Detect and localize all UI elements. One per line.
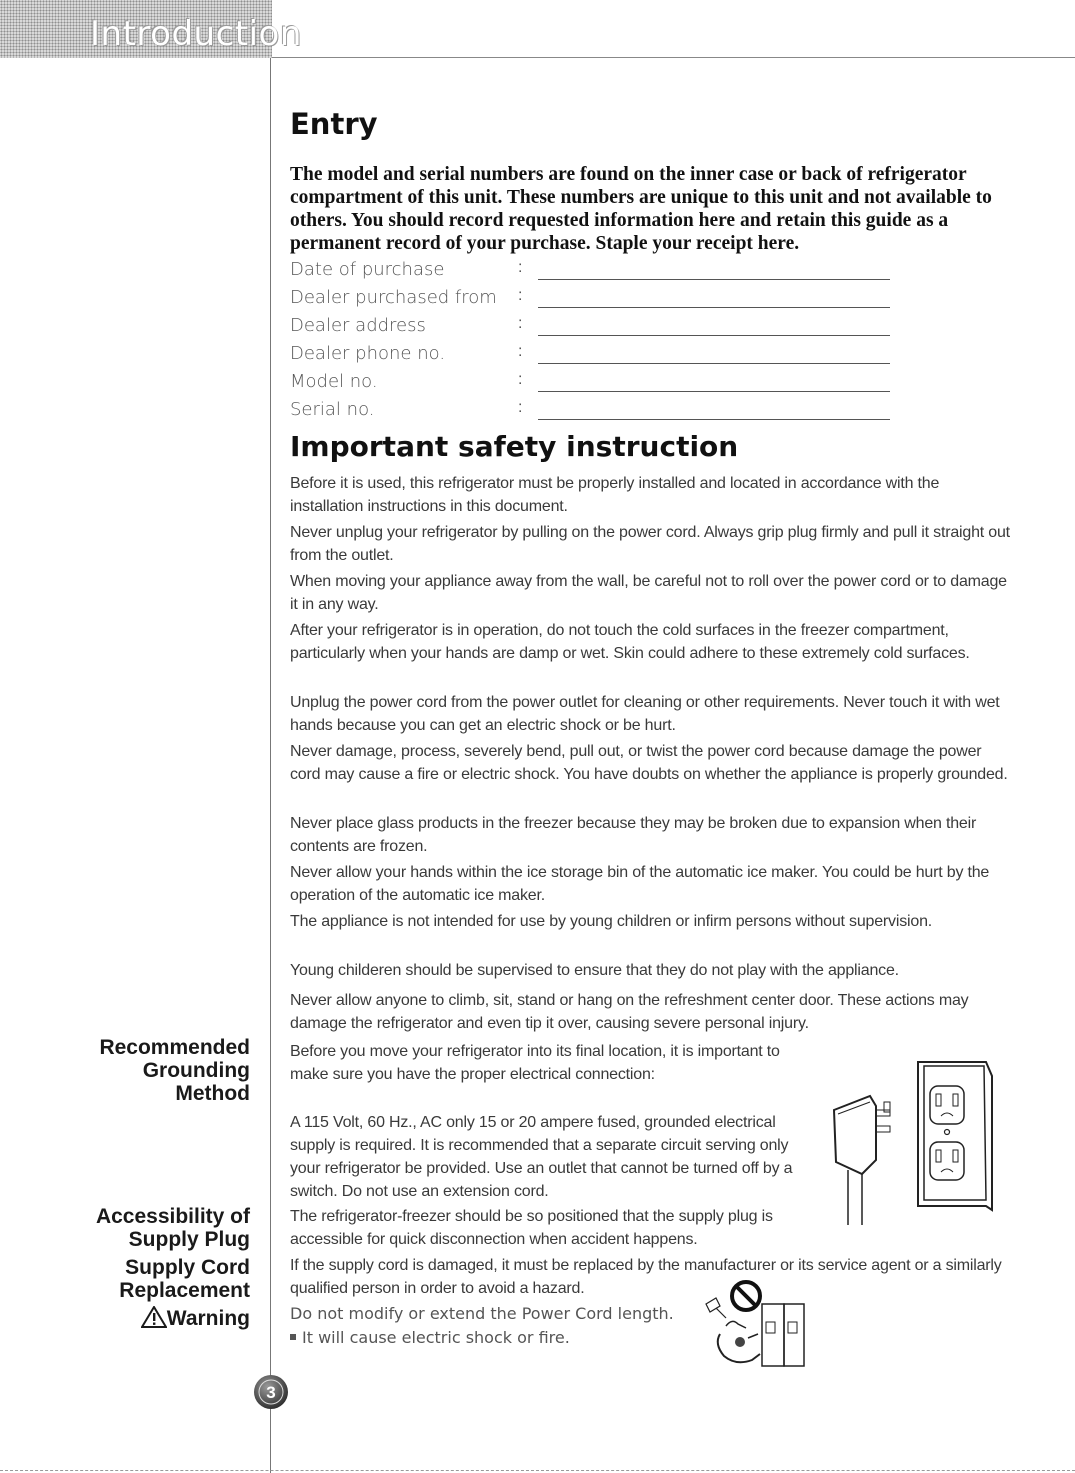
form-blank-line	[538, 391, 890, 392]
safety-paragraph: Never allow anyone to climb, sit, stand or hang on the refreshment center door. These actions may damage the refrigerator and even tip it over, causing severe personal injury.	[290, 992, 969, 1032]
header-rule	[272, 57, 1075, 58]
form-blank-line	[538, 419, 890, 420]
safety-paragraph: Unplug the power cord from the power outlet for cleaning or other requirements. Never touch it with wet hands because you can get an electric shock or be hurt.	[290, 694, 1000, 734]
form-label: Dealer phone no.	[290, 343, 446, 364]
form-label: Dealer address	[290, 315, 426, 336]
form-row-model	[290, 371, 910, 399]
entry-intro: The model and serial numbers are found on the inner case or back of refrigerator compartment of this unit. These numbers are unique to this unit and not available to others. You should record requested information here and retain this guide as a permanent record of your purchase. Staple your receipt here.	[290, 164, 992, 254]
form-colon: :	[518, 371, 523, 388]
accessibility-text: The refrigerator-freezer should be so positioned that the supply plug is accessible for quick disconnection when accident happens.	[290, 1208, 773, 1248]
form-label: Dealer purchased from	[290, 287, 497, 308]
form-blank-line	[538, 307, 890, 308]
safety-paragraph: When moving your appliance away from the wall, be careful not to roll over the power cord or to damage it in any way.	[290, 573, 1007, 613]
side-label-accessibility	[96, 1205, 250, 1251]
form-blank-line	[538, 363, 890, 364]
form-blank-line	[538, 279, 890, 280]
side-label-line: Grounding	[142, 1059, 250, 1082]
form-colon: :	[518, 315, 523, 332]
form-label: Model no.	[290, 371, 378, 392]
header-tab	[0, 0, 302, 58]
warning-bullet-item	[290, 1326, 690, 1349]
form-row-phone	[290, 343, 910, 371]
warning-text: Do not modify or extend the Power Cord length.	[290, 1304, 674, 1323]
safety-paragraph: Before it is used, this refrigerator must be properly installed and located in accordance with the installation instructions in this document.	[290, 475, 940, 515]
section-header-title: Introduction	[90, 14, 302, 54]
side-label-line: Accessibility of	[95, 1205, 250, 1228]
side-label-grounding	[99, 1036, 250, 1105]
side-label-line: Supply Cord	[125, 1256, 250, 1279]
page-number: 3	[266, 1383, 276, 1402]
bullet-icon	[290, 1334, 296, 1340]
replacement-text: If the supply cord is damaged, it must be replaced by the manufacturer or its service agent or a similarly qualified person in order to avoid a hazard.	[290, 1257, 1002, 1297]
side-label-line: Method	[175, 1082, 250, 1105]
form-colon: :	[518, 399, 523, 416]
bottom-rule	[0, 1470, 1075, 1471]
safety-paragraph: Young childeren should be supervised to ensure that they do not play with the appliance.	[290, 962, 899, 979]
form-row-date	[290, 259, 910, 287]
safety-paragraph: After your refrigerator is in operation, do not touch the cold surfaces in the freezer compartment, particularly when your hands are damp or wet. Skin could adhere to these extremely cold surfaces.	[290, 622, 970, 662]
side-label-line: Recommended	[99, 1036, 250, 1059]
safety-paragraph: Never allow your hands within the ice storage bin of the automatic ice maker. You could be hurt by the operation of the automatic ice maker.	[290, 864, 990, 904]
side-label-warning	[141, 1306, 250, 1330]
safety-paragraph: Never damage, process, severely bend, pull out, or twist the power cord because damage the power cord may cause a fire or electric shock. You have doubts on whether the appliance is properly grounded.	[290, 743, 1008, 783]
warning-bullet-text: It will cause electric shock or fire.	[302, 1328, 570, 1347]
form-label: Date of purchase	[290, 259, 445, 280]
no-extension-cord-illustration	[700, 1278, 810, 1368]
form-row-dealer	[290, 287, 910, 315]
side-label-replacement	[119, 1256, 250, 1302]
grounding-requirements: A 115 Volt, 60 Hz., AC only 15 or 20 ampere fused, grounded electrical supply is required. It is recommended that a separate circuit serving only your refrigerator be provided. Use an outlet that cannot be turned off by a switch. Do not use an extension cord.	[290, 1114, 793, 1200]
grounded-outlet-illustration	[826, 1050, 996, 1225]
form-colon: :	[518, 259, 523, 276]
form-label: Serial no.	[290, 399, 375, 420]
warning-triangle-icon	[141, 1306, 167, 1328]
safety-paragraph: Never place glass products in the freezer because they may be broken due to expansion when their contents are frozen.	[290, 815, 977, 855]
safety-paragraph: The appliance is not intended for use by young children or infirm persons without supervision.	[290, 913, 933, 930]
form-colon: :	[518, 287, 523, 304]
form-blank-line	[538, 335, 890, 336]
form-colon: :	[518, 343, 523, 360]
side-label-line: Supply Plug	[128, 1228, 250, 1251]
form-row-serial	[290, 399, 910, 427]
entry-title: Entry	[290, 107, 378, 141]
margin-rule	[270, 58, 271, 1473]
safety-paragraph: Never unplug your refrigerator by pulling on the power cord. Always grip plug firmly and pull it straight out from the outlet.	[290, 524, 1010, 564]
form-row-address	[290, 315, 910, 343]
side-label-line: Replacement	[119, 1279, 250, 1302]
page-number-badge	[252, 1373, 290, 1411]
warning-label: Warning	[166, 1307, 250, 1330]
safety-title: Important safety instruction	[290, 430, 739, 463]
grounding-paragraph: Before you move your refrigerator into its final location, it is important to make sure you have the proper electrical connection:	[290, 1043, 780, 1083]
